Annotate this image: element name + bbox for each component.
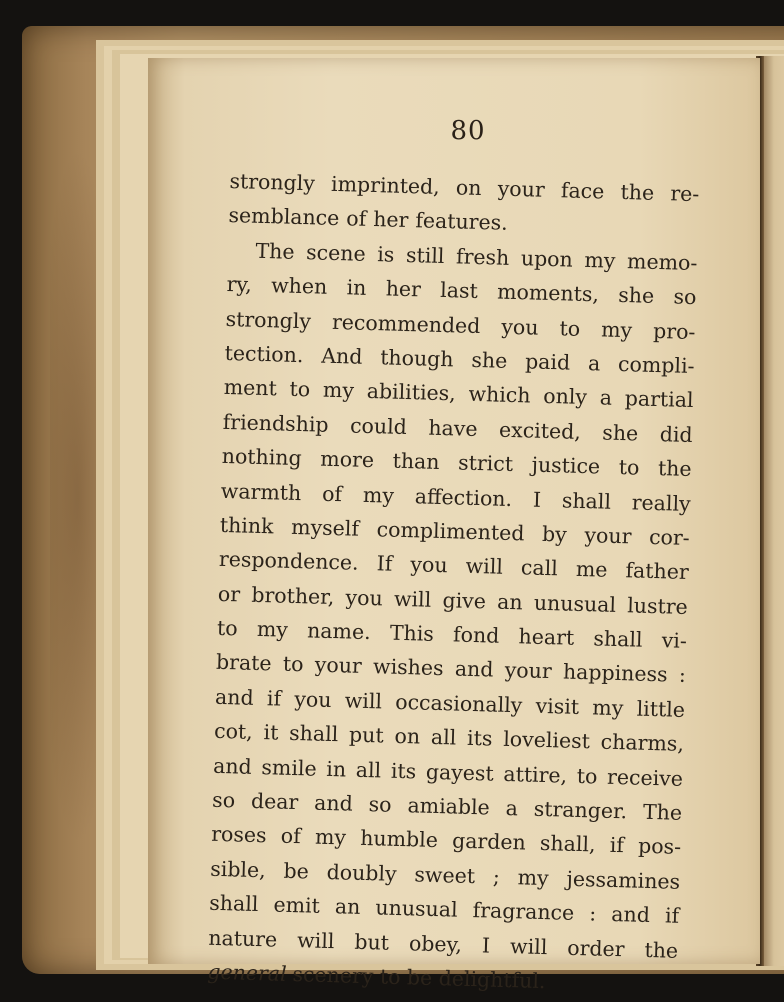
word: so xyxy=(211,787,236,813)
word: the xyxy=(620,179,655,205)
word: tection. xyxy=(224,340,304,368)
word: on xyxy=(394,724,421,749)
word: loveliest xyxy=(502,727,591,754)
word: my xyxy=(314,825,347,850)
word: ry, xyxy=(226,272,253,297)
word: lustre xyxy=(626,592,689,619)
word: which xyxy=(468,382,531,408)
word: my xyxy=(362,482,395,508)
word: than xyxy=(392,448,440,475)
word: cot, xyxy=(213,719,254,745)
word: on xyxy=(455,175,482,201)
word: affection. xyxy=(414,483,513,511)
word: attire, xyxy=(503,761,568,788)
word: father xyxy=(625,558,690,585)
word: will xyxy=(393,586,432,612)
word: in xyxy=(326,756,347,782)
word: strongly xyxy=(225,306,312,333)
word: or xyxy=(217,581,241,607)
word: will xyxy=(296,927,335,953)
word: will xyxy=(344,688,383,714)
word: in xyxy=(346,275,367,301)
word: still xyxy=(405,242,445,268)
word: my xyxy=(517,865,550,890)
word: my xyxy=(256,617,289,642)
word: fragrance xyxy=(472,898,575,926)
word: memo- xyxy=(626,248,698,275)
word: abilities, xyxy=(366,379,457,406)
word: to xyxy=(576,763,598,789)
word: and xyxy=(214,684,255,710)
word: roses xyxy=(210,822,267,848)
word: compli- xyxy=(617,351,695,378)
word: semblance xyxy=(228,203,340,231)
word: call xyxy=(520,555,559,581)
word: think xyxy=(219,512,274,539)
word: myself xyxy=(290,514,360,541)
word: : xyxy=(678,663,687,688)
word: garden xyxy=(451,828,527,855)
word: unusual xyxy=(533,590,617,617)
italic-word: general xyxy=(207,959,287,986)
word: to xyxy=(282,652,304,677)
word: she xyxy=(471,347,508,373)
word: more xyxy=(320,446,375,473)
word: scene xyxy=(305,239,367,266)
word: of xyxy=(280,824,302,849)
word: pos- xyxy=(637,834,682,860)
word: stranger. xyxy=(533,796,628,824)
word: her xyxy=(372,207,409,233)
word: really xyxy=(631,489,692,516)
word: give xyxy=(442,587,487,613)
word: doubly xyxy=(326,859,397,886)
word: shall xyxy=(288,721,339,747)
word: upon xyxy=(520,245,574,272)
word: charms, xyxy=(600,729,685,757)
word: vi- xyxy=(661,628,688,654)
word: receive xyxy=(606,764,684,791)
word: excited, xyxy=(498,417,582,444)
word: and xyxy=(611,902,651,928)
word: the xyxy=(657,456,692,482)
word: it xyxy=(263,720,279,745)
word: will xyxy=(465,554,504,580)
word: by xyxy=(541,521,568,547)
word: if xyxy=(266,686,282,711)
word: I xyxy=(532,487,542,512)
word: an xyxy=(496,589,523,615)
word: your xyxy=(504,658,553,684)
word: brate xyxy=(215,650,272,676)
word: of xyxy=(321,481,343,506)
word: fond xyxy=(452,622,500,648)
word: my xyxy=(600,316,633,342)
page-text xyxy=(207,164,700,1002)
word: unusual xyxy=(375,895,458,922)
word: : xyxy=(589,901,597,926)
word: little xyxy=(636,696,686,722)
word: complimented xyxy=(376,517,525,546)
word: your xyxy=(497,176,546,202)
word: a xyxy=(505,795,519,821)
word: last xyxy=(439,278,479,304)
word: she xyxy=(617,283,655,309)
word: is xyxy=(376,241,395,267)
word: jessamines xyxy=(566,866,681,894)
word: happiness xyxy=(562,659,668,687)
word: brother, xyxy=(251,582,335,609)
word: friendship xyxy=(222,409,329,437)
word: be xyxy=(283,858,310,884)
word: obey, xyxy=(408,930,463,957)
word: my xyxy=(592,695,624,721)
word: sible, xyxy=(209,856,267,883)
word: its xyxy=(466,726,493,751)
word: if xyxy=(664,903,680,929)
word: you xyxy=(294,686,332,712)
word: face xyxy=(560,178,605,204)
word: a xyxy=(599,385,613,411)
word: humble xyxy=(359,826,439,853)
word: she xyxy=(602,420,639,446)
word: to xyxy=(289,377,311,402)
word: smile xyxy=(261,754,317,781)
word: features. xyxy=(415,208,509,236)
word: emit xyxy=(273,892,321,918)
word: cor- xyxy=(648,524,691,550)
word: order xyxy=(567,935,625,961)
word: The xyxy=(642,799,683,825)
word: your xyxy=(584,522,632,549)
word: if xyxy=(609,833,625,858)
word: warmth xyxy=(220,478,302,505)
word: fresh xyxy=(455,244,510,270)
word: put xyxy=(348,722,385,748)
word: pro- xyxy=(652,318,696,344)
word: and xyxy=(313,790,354,816)
word: to xyxy=(559,315,581,341)
word: strongly xyxy=(229,168,316,196)
word: and xyxy=(454,656,494,683)
word: name. xyxy=(306,618,371,645)
word: you xyxy=(345,585,384,611)
word: wishes xyxy=(372,654,444,681)
word: I xyxy=(481,932,491,958)
word: nothing xyxy=(221,444,303,471)
word: have xyxy=(428,415,478,441)
word: respondence. xyxy=(218,547,359,576)
word: all xyxy=(430,725,457,750)
word: and xyxy=(212,753,253,779)
word: ; xyxy=(492,864,501,889)
word: so xyxy=(368,792,392,817)
word: her xyxy=(385,276,422,302)
word: an xyxy=(334,894,361,920)
word: to xyxy=(618,455,640,480)
word: dear xyxy=(250,788,299,815)
word: occasionally xyxy=(394,689,523,718)
word: partial xyxy=(624,386,694,413)
word: recommended xyxy=(331,309,481,338)
word: but xyxy=(354,929,390,955)
last-line-rest: scenery to be delightful. xyxy=(292,962,546,994)
word: will xyxy=(509,933,548,959)
word: the xyxy=(644,937,679,963)
word: me xyxy=(575,557,608,582)
word: you xyxy=(410,552,448,578)
word: ment xyxy=(223,375,278,401)
word: paid xyxy=(524,349,571,375)
word: re- xyxy=(670,181,700,207)
word: its xyxy=(390,758,417,784)
word: imprinted, xyxy=(330,171,441,199)
word: And xyxy=(320,343,363,369)
page-number: 80 xyxy=(450,116,486,146)
word: when xyxy=(270,273,328,299)
word: justice xyxy=(531,452,601,479)
word: heart xyxy=(518,624,575,650)
word: of xyxy=(345,206,367,232)
word: sweet xyxy=(414,862,476,888)
word: though xyxy=(379,345,454,372)
word: could xyxy=(349,413,408,439)
word: my xyxy=(584,247,616,273)
word: to xyxy=(216,615,238,641)
word: my xyxy=(322,378,355,403)
word: The xyxy=(255,238,295,264)
word: shall xyxy=(593,626,643,652)
word: shall xyxy=(209,890,259,917)
word: did xyxy=(659,421,693,447)
word: strict xyxy=(457,450,514,477)
word: gayest xyxy=(425,759,495,786)
word: moments, xyxy=(496,279,600,307)
word: your xyxy=(314,653,363,679)
word: amiable xyxy=(407,793,491,820)
word: If xyxy=(376,551,393,576)
word: only xyxy=(542,384,588,410)
word: you xyxy=(501,314,539,340)
word: so xyxy=(673,284,697,310)
word: This xyxy=(389,620,435,646)
word: shall, xyxy=(539,831,596,857)
word: nature xyxy=(208,925,278,952)
word: all xyxy=(355,757,382,783)
word: visit xyxy=(535,693,580,719)
word: shall xyxy=(561,487,612,514)
word: a xyxy=(587,351,601,376)
